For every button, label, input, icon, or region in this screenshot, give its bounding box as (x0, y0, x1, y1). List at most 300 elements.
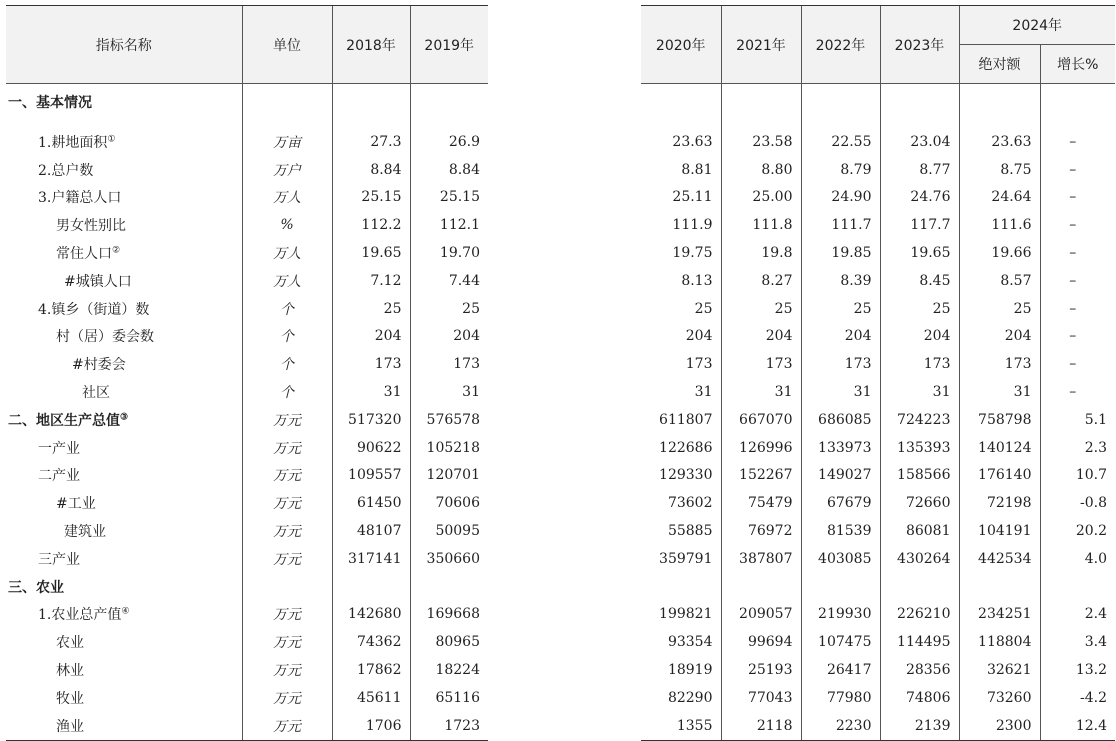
indicator-name (6, 628, 242, 656)
table-row (6, 156, 488, 184)
indicator-label: 1.农业总产值 (38, 607, 122, 624)
indicator-label: 二产业 (38, 468, 80, 485)
indicator-label: 2.总户数 (38, 162, 94, 179)
growth-cell: – (1040, 239, 1115, 267)
value-cell: 80965 (410, 628, 488, 656)
unit-cell: 万户 (242, 156, 332, 184)
indicator-name (6, 712, 242, 740)
table-row (641, 350, 1115, 378)
indicator-name (6, 84, 242, 129)
table-row (641, 378, 1115, 406)
growth-cell: – (1040, 184, 1115, 212)
value-cell: 31 (959, 378, 1040, 406)
value-cell: 19.75 (672, 245, 713, 262)
value-cell: 129330 (659, 467, 713, 484)
value-cell: 173 (880, 350, 959, 378)
value-cell (959, 84, 1040, 129)
value-cell: 25 (721, 295, 801, 323)
indicator-name (6, 573, 242, 601)
unit-cell: 万元 (242, 517, 332, 545)
value-cell: 135393 (880, 434, 959, 462)
value-cell: 2139 (880, 712, 959, 740)
value-cell: 19.70 (410, 239, 488, 267)
table-row (6, 267, 488, 295)
header-unit: 单位 (242, 6, 332, 84)
value-cell: 117.7 (880, 211, 959, 239)
value-cell: 8.81 (681, 161, 713, 178)
value-cell: 31 (694, 384, 713, 401)
value-cell: 19.66 (959, 239, 1040, 267)
table-row (6, 128, 488, 156)
value-cell: 74362 (332, 628, 410, 656)
growth-cell: – (1040, 267, 1115, 295)
indicator-name (6, 350, 242, 378)
unit-cell: 万人 (242, 184, 332, 212)
value-cell: 667070 (721, 406, 801, 434)
value-cell: 93354 (667, 634, 713, 651)
value-cell: 31 (332, 378, 410, 406)
value-cell: 173 (801, 350, 880, 378)
stats-table-right (641, 5, 1115, 741)
value-cell: 111.6 (959, 211, 1040, 239)
value-cell: 209057 (721, 601, 801, 629)
value-cell: 61450 (332, 489, 410, 517)
value-cell: 120701 (410, 462, 488, 490)
value-cell: 199821 (659, 606, 713, 623)
unit-cell: % (242, 211, 332, 239)
value-cell: 19.8 (721, 239, 801, 267)
value-cell (410, 573, 488, 601)
value-cell: 219930 (801, 601, 880, 629)
header-year-2023: 2023年 (880, 6, 959, 84)
value-cell: 23.04 (880, 128, 959, 156)
value-cell (410, 84, 488, 129)
value-cell: 22.55 (801, 128, 880, 156)
footnote-marker: ② (112, 245, 121, 256)
growth-cell: – (1040, 211, 1115, 239)
value-cell: 111.8 (721, 211, 801, 239)
growth-cell: – (1040, 378, 1115, 406)
value-cell (332, 84, 410, 129)
indicator-name (6, 156, 242, 184)
unit-cell: 个 (242, 323, 332, 351)
unit-cell: 万元 (242, 406, 332, 434)
value-cell: 111.9 (672, 217, 713, 234)
value-cell (880, 573, 959, 601)
growth-cell (1040, 573, 1115, 601)
growth-cell: – (1040, 323, 1115, 351)
value-cell: 350660 (410, 545, 488, 573)
value-cell: 8.57 (959, 267, 1040, 295)
value-cell: 19.85 (801, 239, 880, 267)
indicator-label: 农业 (56, 635, 84, 652)
header-indicator-name: 指标名称 (6, 6, 242, 84)
table-row (641, 601, 1115, 629)
value-cell: 142680 (332, 601, 410, 629)
value-cell: 25 (332, 295, 410, 323)
value-cell: 226210 (880, 601, 959, 629)
value-cell: 133973 (801, 434, 880, 462)
value-cell: 99694 (721, 628, 801, 656)
value-cell: 55885 (667, 523, 713, 540)
value-cell: 76972 (721, 517, 801, 545)
table-row (641, 628, 1115, 656)
value-cell: 24.64 (959, 184, 1040, 212)
value-cell: 25.00 (721, 184, 801, 212)
unit-cell: 万人 (242, 239, 332, 267)
growth-cell: 4.0 (1040, 545, 1115, 573)
value-cell: 173 (410, 350, 488, 378)
value-cell: 23.63 (672, 133, 713, 150)
value-cell (721, 573, 801, 601)
value-cell: 25 (959, 295, 1040, 323)
value-cell: 1723 (410, 712, 488, 740)
value-cell: 25.11 (672, 189, 713, 206)
growth-cell (1040, 84, 1115, 129)
value-cell: 2300 (959, 712, 1040, 740)
indicator-label: 社区 (82, 385, 110, 402)
indicator-label: 三、农业 (8, 579, 64, 596)
value-cell: 2230 (801, 712, 880, 740)
value-cell (641, 573, 721, 601)
table-row (6, 545, 488, 573)
indicator-name (6, 128, 242, 156)
indicator-label: 渔业 (56, 718, 84, 735)
value-cell: 111.7 (801, 211, 880, 239)
value-cell: 77043 (721, 684, 801, 712)
unit-cell: 万元 (242, 712, 332, 740)
table-row (6, 712, 488, 740)
value-cell: 90622 (332, 434, 410, 462)
table-row (641, 573, 1115, 601)
table-row (6, 462, 488, 490)
value-cell: 25.15 (410, 184, 488, 212)
header-year-2024: 2024年 (959, 6, 1115, 45)
value-cell (721, 84, 801, 129)
value-cell: 204 (959, 323, 1040, 351)
value-cell: 72198 (959, 489, 1040, 517)
growth-cell: – (1040, 156, 1115, 184)
table-row (641, 712, 1115, 740)
unit-cell: 万元 (242, 434, 332, 462)
footnote-marker: ④ (121, 606, 130, 617)
value-cell: 23.63 (959, 128, 1040, 156)
unit-cell: 个 (242, 295, 332, 323)
table-row (641, 656, 1115, 684)
table-row (6, 350, 488, 378)
value-cell: 8.79 (801, 156, 880, 184)
value-cell: 2118 (721, 712, 801, 740)
growth-cell: – (1040, 295, 1115, 323)
indicator-name (6, 378, 242, 406)
table-row (6, 378, 488, 406)
value-cell: 74806 (880, 684, 959, 712)
indicator-label: 建筑业 (64, 524, 106, 541)
indicator-label: 牧业 (56, 690, 84, 707)
unit-cell: 万人 (242, 267, 332, 295)
indicator-label: 3.户籍总人口 (38, 190, 122, 207)
table-row (6, 684, 488, 712)
table-row (641, 84, 1115, 129)
header-absolute: 绝对额 (959, 45, 1040, 84)
value-cell: 234251 (959, 601, 1040, 629)
indicator-name (6, 211, 242, 239)
value-cell: 26.9 (410, 128, 488, 156)
value-cell: 7.12 (332, 267, 410, 295)
value-cell: 173 (959, 350, 1040, 378)
value-cell: 149027 (801, 462, 880, 490)
value-cell: 73602 (667, 495, 713, 512)
indicator-label: 村（居）委会数 (56, 329, 154, 346)
unit-cell: 万元 (242, 462, 332, 490)
value-cell: 576578 (410, 406, 488, 434)
value-cell: 19.65 (880, 239, 959, 267)
value-cell: 686085 (801, 406, 880, 434)
value-cell: 126996 (721, 434, 801, 462)
footnote-marker: ① (107, 134, 116, 145)
table-row (6, 489, 488, 517)
value-cell: 430264 (880, 545, 959, 573)
value-cell: 31 (410, 378, 488, 406)
indicator-label: #工业 (56, 496, 96, 513)
unit-cell: 万元 (242, 684, 332, 712)
value-cell: 173 (332, 350, 410, 378)
growth-cell: – (1040, 128, 1115, 156)
table-row (641, 323, 1115, 351)
table-row (6, 434, 488, 462)
value-cell: 611807 (659, 411, 713, 428)
value-cell: 758798 (959, 406, 1040, 434)
table-row (6, 184, 488, 212)
value-cell: 8.75 (959, 156, 1040, 184)
unit-cell: 个 (242, 350, 332, 378)
header-year-2018: 2018年 (332, 6, 410, 84)
table-row (6, 656, 488, 684)
value-cell: 25 (880, 295, 959, 323)
table-row (641, 267, 1115, 295)
table-row (6, 211, 488, 239)
indicator-label: 林业 (56, 663, 84, 680)
table-row (6, 239, 488, 267)
value-cell: 8.80 (721, 156, 801, 184)
table-row (641, 684, 1115, 712)
unit-cell: 万亩 (242, 128, 332, 156)
value-cell: 75479 (721, 489, 801, 517)
value-cell: 24.90 (801, 184, 880, 212)
value-cell: 48107 (332, 517, 410, 545)
value-cell (959, 573, 1040, 601)
header-year-2020: 2020年 (641, 6, 721, 84)
value-cell: 31 (880, 378, 959, 406)
value-cell (641, 84, 721, 129)
value-cell: 8.39 (801, 267, 880, 295)
growth-cell: – (1040, 350, 1115, 378)
value-cell: 317141 (332, 545, 410, 573)
indicator-name (6, 601, 242, 629)
table-row (6, 601, 488, 629)
unit-cell (242, 84, 332, 129)
indicator-label: 1.耕地面积 (38, 134, 108, 151)
header-year-2021: 2021年 (721, 6, 801, 84)
value-cell: 31 (801, 378, 880, 406)
table-row (6, 573, 488, 601)
value-cell: 442534 (959, 545, 1040, 573)
indicator-label: 常住人口 (56, 246, 112, 263)
indicator-name (6, 184, 242, 212)
value-cell: 107475 (801, 628, 880, 656)
value-cell: 27.3 (332, 128, 410, 156)
indicator-name (6, 656, 242, 684)
growth-cell: 2.3 (1040, 434, 1115, 462)
value-cell: 517320 (332, 406, 410, 434)
table-row (641, 462, 1115, 490)
value-cell: 23.58 (721, 128, 801, 156)
value-cell: 169668 (410, 601, 488, 629)
table-row (641, 406, 1115, 434)
table-row (6, 323, 488, 351)
value-cell: 105218 (410, 434, 488, 462)
value-cell: 724223 (880, 406, 959, 434)
value-cell: 25.15 (332, 184, 410, 212)
value-cell: 31 (721, 378, 801, 406)
indicator-name (6, 462, 242, 490)
value-cell: 112.2 (332, 211, 410, 239)
indicator-label: #村委会 (72, 357, 126, 374)
indicator-name (6, 267, 242, 295)
table-row (6, 628, 488, 656)
value-cell: 8.13 (681, 272, 713, 289)
value-cell: 114495 (880, 628, 959, 656)
indicator-label: 男女性别比 (56, 218, 126, 235)
value-cell: 77980 (801, 684, 880, 712)
value-cell: 122686 (659, 439, 713, 456)
growth-cell: 12.4 (1040, 712, 1115, 740)
header-year-2019: 2019年 (410, 6, 488, 84)
value-cell: 81539 (801, 517, 880, 545)
indicator-name (6, 406, 242, 434)
indicator-label: 一、基本情况 (8, 95, 92, 111)
value-cell: 25 (801, 295, 880, 323)
value-cell: 45611 (332, 684, 410, 712)
header-growth: 增长% (1040, 45, 1115, 84)
table-row (641, 517, 1115, 545)
table-row (6, 517, 488, 545)
growth-cell: 3.4 (1040, 628, 1115, 656)
indicator-label: #城镇人口 (64, 273, 132, 290)
value-cell (332, 573, 410, 601)
growth-cell: 10.7 (1040, 462, 1115, 490)
value-cell: 25 (410, 295, 488, 323)
value-cell: 1355 (641, 712, 721, 740)
value-cell: 32621 (959, 656, 1040, 684)
value-cell: 158566 (880, 462, 959, 490)
value-cell (801, 573, 880, 601)
indicator-name (6, 434, 242, 462)
left-table-body (6, 84, 488, 741)
value-cell: 118804 (959, 628, 1040, 656)
value-cell: 204 (880, 323, 959, 351)
table-row (641, 295, 1115, 323)
value-cell: 112.1 (410, 211, 488, 239)
value-cell: 104191 (959, 517, 1040, 545)
value-cell: 204 (801, 323, 880, 351)
value-cell: 152267 (721, 462, 801, 490)
indicator-name (6, 323, 242, 351)
table-row (641, 211, 1115, 239)
value-cell: 176140 (959, 462, 1040, 490)
value-cell: 204 (332, 323, 410, 351)
value-cell: 50095 (410, 517, 488, 545)
value-cell: 73260 (959, 684, 1040, 712)
value-cell: 204 (410, 323, 488, 351)
value-cell: 173 (685, 356, 713, 373)
indicator-name (6, 684, 242, 712)
value-cell: 204 (721, 323, 801, 351)
value-cell: 204 (685, 328, 713, 345)
table-row (641, 489, 1115, 517)
value-cell: 173 (721, 350, 801, 378)
table-row (6, 295, 488, 323)
indicator-label: 二、地区生产总值 (8, 412, 120, 429)
growth-cell: 20.2 (1040, 517, 1115, 545)
value-cell: 65116 (410, 684, 488, 712)
indicator-label: 一产业 (38, 440, 80, 457)
value-cell: 359791 (659, 550, 713, 567)
value-cell: 8.27 (721, 267, 801, 295)
value-cell: 25193 (721, 656, 801, 684)
value-cell: 28356 (880, 656, 959, 684)
growth-cell: -0.8 (1040, 489, 1115, 517)
value-cell: 1706 (332, 712, 410, 740)
value-cell: 18224 (410, 656, 488, 684)
indicator-label: 三产业 (38, 551, 80, 568)
table-row (6, 84, 488, 129)
value-cell: 67679 (801, 489, 880, 517)
value-cell: 17862 (332, 656, 410, 684)
unit-cell: 万元 (242, 628, 332, 656)
indicator-label: 4.镇乡（街道）数 (38, 301, 150, 318)
value-cell: 72660 (880, 489, 959, 517)
value-cell (880, 84, 959, 129)
unit-cell: 万元 (242, 656, 332, 684)
indicator-name (6, 489, 242, 517)
indicator-name (6, 545, 242, 573)
value-cell: 18919 (667, 662, 713, 679)
table-row (641, 156, 1115, 184)
table-row (641, 128, 1115, 156)
footnote-marker: ③ (120, 412, 129, 423)
unit-cell: 万元 (242, 545, 332, 573)
right-table-body (641, 84, 1115, 741)
value-cell: 70606 (410, 489, 488, 517)
indicator-name (6, 239, 242, 267)
value-cell: 140124 (959, 434, 1040, 462)
table-row (641, 545, 1115, 573)
value-cell: 8.45 (880, 267, 959, 295)
value-cell: 8.77 (880, 156, 959, 184)
table-row (641, 239, 1115, 267)
value-cell: 24.76 (880, 184, 959, 212)
table-row (641, 434, 1115, 462)
value-cell: 7.44 (410, 267, 488, 295)
unit-cell (242, 573, 332, 601)
unit-cell: 个 (242, 378, 332, 406)
value-cell (801, 84, 880, 129)
growth-cell: 13.2 (1040, 656, 1115, 684)
table-row (641, 184, 1115, 212)
value-cell: 8.84 (332, 156, 410, 184)
table-row (6, 406, 488, 434)
